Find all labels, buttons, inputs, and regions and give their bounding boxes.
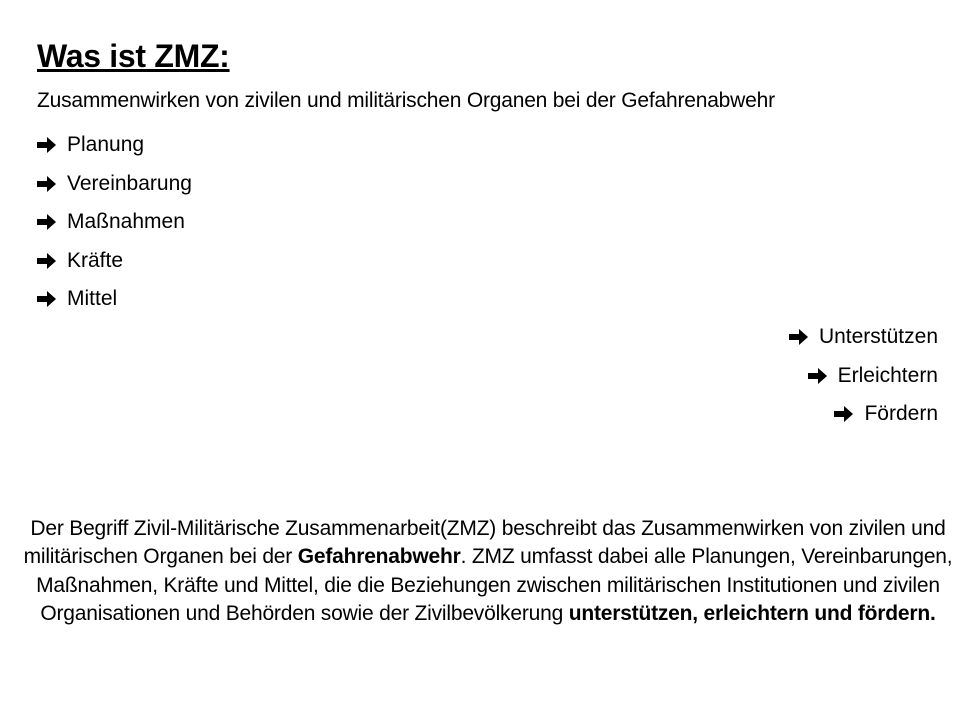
slide-title: Was ist ZMZ: [37, 38, 230, 74]
list-item-label: Maßnahmen [67, 210, 185, 234]
list-item-label: Erleichtern [837, 363, 938, 387]
list-item [37, 126, 192, 165]
list-item-label: Kräfte [67, 248, 124, 272]
definition-paragraph [20, 515, 956, 628]
right-bullet-list [789, 318, 938, 434]
slide-subtitle: Zusammenwirken von zivilen und militärischen Organen bei der Gefahrenabwehr [37, 89, 775, 112]
list-item-label: Planung [67, 133, 145, 157]
right-arrow-icon [808, 367, 828, 385]
right-arrow-icon [37, 136, 57, 154]
list-item-label: Fördern [864, 402, 938, 426]
list-item-label: Unterstützen [818, 325, 938, 349]
right-arrow-icon [834, 405, 854, 423]
list-item [37, 165, 192, 204]
left-bullet-list [37, 126, 192, 319]
right-arrow-icon [37, 175, 57, 193]
paragraph-text: . ZMZ umfasst dabei alle Planungen, Vereinbarungen, Maßnahmen, Kräfte und Mittel, die die Beziehungen zwischen militärischen Institutionen und zivilen Organisationen und Behörden sowie der Zivilbevölkerung [36, 545, 953, 625]
right-arrow-icon [789, 328, 809, 346]
right-arrow-icon [37, 290, 57, 308]
right-arrow-icon [37, 252, 57, 270]
list-item [789, 357, 938, 396]
list-item [37, 242, 192, 281]
paragraph-emphasis: Gefahrenabwehr [297, 545, 461, 569]
right-arrow-icon [37, 213, 57, 231]
list-item [789, 395, 938, 434]
paragraph-emphasis: unterstützen, erleichtern und fördern. [568, 601, 936, 625]
list-item [37, 280, 192, 319]
list-item [789, 318, 938, 357]
list-item [37, 203, 192, 242]
list-item-label: Vereinbarung [67, 171, 192, 195]
list-item-label: Mittel [67, 287, 118, 311]
paragraph-text: Der Begriff Zivil-Militärische Zusammenarbeit(ZMZ) beschreibt das Zusammenwirken von zivilen und militärischen Organen bei der [23, 517, 946, 569]
